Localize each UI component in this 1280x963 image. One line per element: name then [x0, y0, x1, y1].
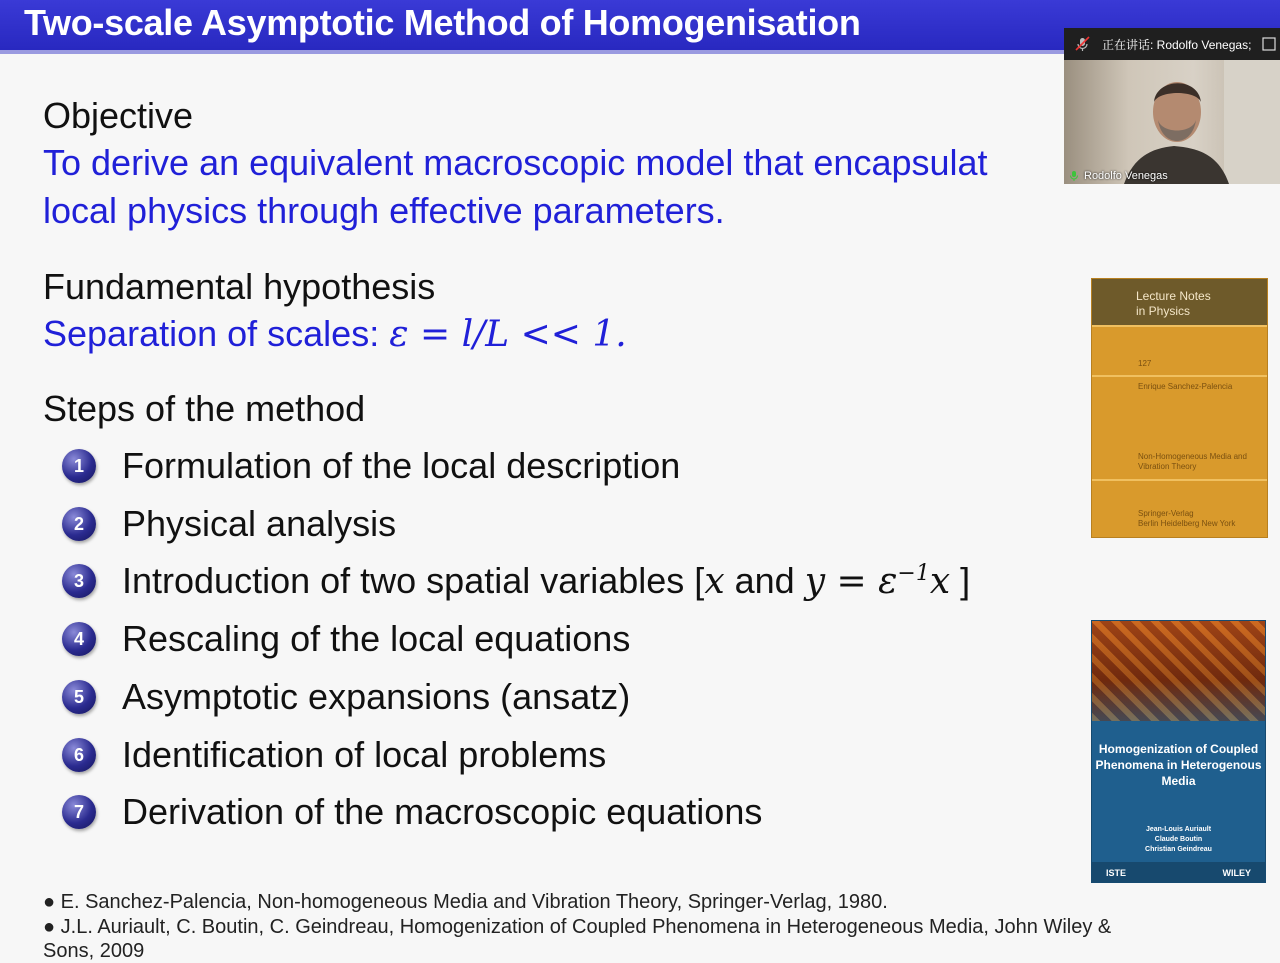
book-title: Homogenization of Coupled Phenomena in Heterogenous Media [1095, 742, 1262, 788]
hypothesis-heading: Fundamental hypothesis [43, 266, 436, 307]
step-text-part: and [724, 560, 805, 601]
step-number-badge: 5 [62, 680, 96, 714]
hypothesis-label: Separation of scales: [43, 313, 390, 354]
book-divider [1092, 375, 1267, 377]
book-author: Jean-Louis Auriault [1145, 826, 1212, 833]
step-4 [62, 616, 630, 662]
book-authors [1092, 825, 1265, 855]
book-author: Claude Boutin [1154, 836, 1203, 843]
steps-heading: Steps of the method [43, 388, 366, 429]
book-cover-homogenization [1091, 620, 1266, 883]
step-7 [62, 789, 762, 835]
book-title-2: Vibration Theory [1138, 462, 1197, 471]
participant-name: Rodolfo Venegas [1084, 170, 1168, 182]
book-publisher: Springer-Verlag [1138, 509, 1194, 518]
step-number-badge: 4 [62, 622, 96, 656]
reference-2-continued: Sons, 2009 [43, 940, 145, 962]
book-author: Christian Geindreau [1145, 846, 1212, 853]
math-y-eq: y = ε [804, 561, 898, 602]
step-text-part: ] [950, 560, 971, 601]
math-x: x [929, 561, 951, 602]
publisher-wiley-logo: WILEY [1222, 868, 1251, 878]
book-title: Non-Homogeneous Media and [1138, 452, 1247, 461]
participant-name-tag [1068, 170, 1168, 182]
step-text: Asymptotic expansions (ansatz) [122, 676, 631, 717]
step-number-badge: 1 [62, 449, 96, 483]
step-number-badge: 7 [62, 795, 96, 829]
step-5 [62, 674, 630, 720]
expand-icon[interactable] [1262, 37, 1276, 51]
step-3 [62, 558, 970, 604]
math-x: x [704, 561, 725, 602]
step-text: Rescaling of the local equations [122, 618, 631, 659]
book-cities: Berlin Heidelberg New York [1138, 519, 1236, 528]
person-silhouette-icon [1064, 60, 1280, 184]
hypothesis-text [43, 310, 627, 359]
book-divider [1092, 479, 1267, 481]
objective-heading: Objective [43, 95, 194, 136]
publisher-iste-logo: ISTE [1106, 868, 1127, 878]
step-number-badge: 6 [62, 738, 96, 772]
book-divider [1092, 325, 1267, 327]
slide-title: Two-scale Asymptotic Method of Homogenisation [24, 2, 861, 43]
speaking-label: 正在讲话: Rodolfo Venegas; [1102, 37, 1252, 52]
step-number-badge: 2 [62, 507, 96, 541]
objective-text-line2: local physics through effective parameters. [43, 190, 725, 231]
webcam-panel[interactable] [1064, 28, 1280, 184]
objective-text-line1: To derive an equivalent macroscopic model that encapsulat [43, 142, 988, 183]
hypothesis-formula: ε = l/L << 1. [389, 314, 627, 355]
step-text: Derivation of the macroscopic equations [122, 791, 763, 832]
step-text [122, 560, 970, 602]
step-text: Physical analysis [122, 503, 397, 544]
math-superscript: −1 [897, 561, 930, 586]
webcam-speaking-bar [1064, 28, 1280, 60]
step-2 [62, 501, 396, 547]
book-series: Lecture Notes [1136, 289, 1211, 303]
book-cover-art [1092, 621, 1265, 721]
book-number: 127 [1138, 359, 1152, 368]
book-series-2: in Physics [1136, 304, 1191, 318]
step-6 [62, 732, 606, 778]
step-1 [62, 443, 680, 489]
mic-active-icon [1068, 170, 1080, 182]
step-number-badge: 3 [62, 564, 96, 598]
book-cover-lecture-notes [1091, 278, 1268, 538]
book-author: Enrique Sanchez-Palencia [1138, 382, 1233, 391]
reference-1: ● E. Sanchez-Palencia, Non-homogeneous Media and Vibration Theory, Springer-Verlag, 1980. [43, 891, 888, 913]
step-text: Identification of local problems [122, 734, 607, 775]
step-text: Formulation of the local description [122, 445, 681, 486]
participant-video [1064, 60, 1280, 184]
mic-muted-icon[interactable] [1072, 36, 1094, 52]
step-text-part: Introduction of two spatial variables [ [122, 560, 705, 601]
reference-2: ● J.L. Auriault, C. Boutin, C. Geindreau, Homogenization of Coupled Phenomena in Heterogeneous Media, John Wiley & [43, 916, 1112, 938]
